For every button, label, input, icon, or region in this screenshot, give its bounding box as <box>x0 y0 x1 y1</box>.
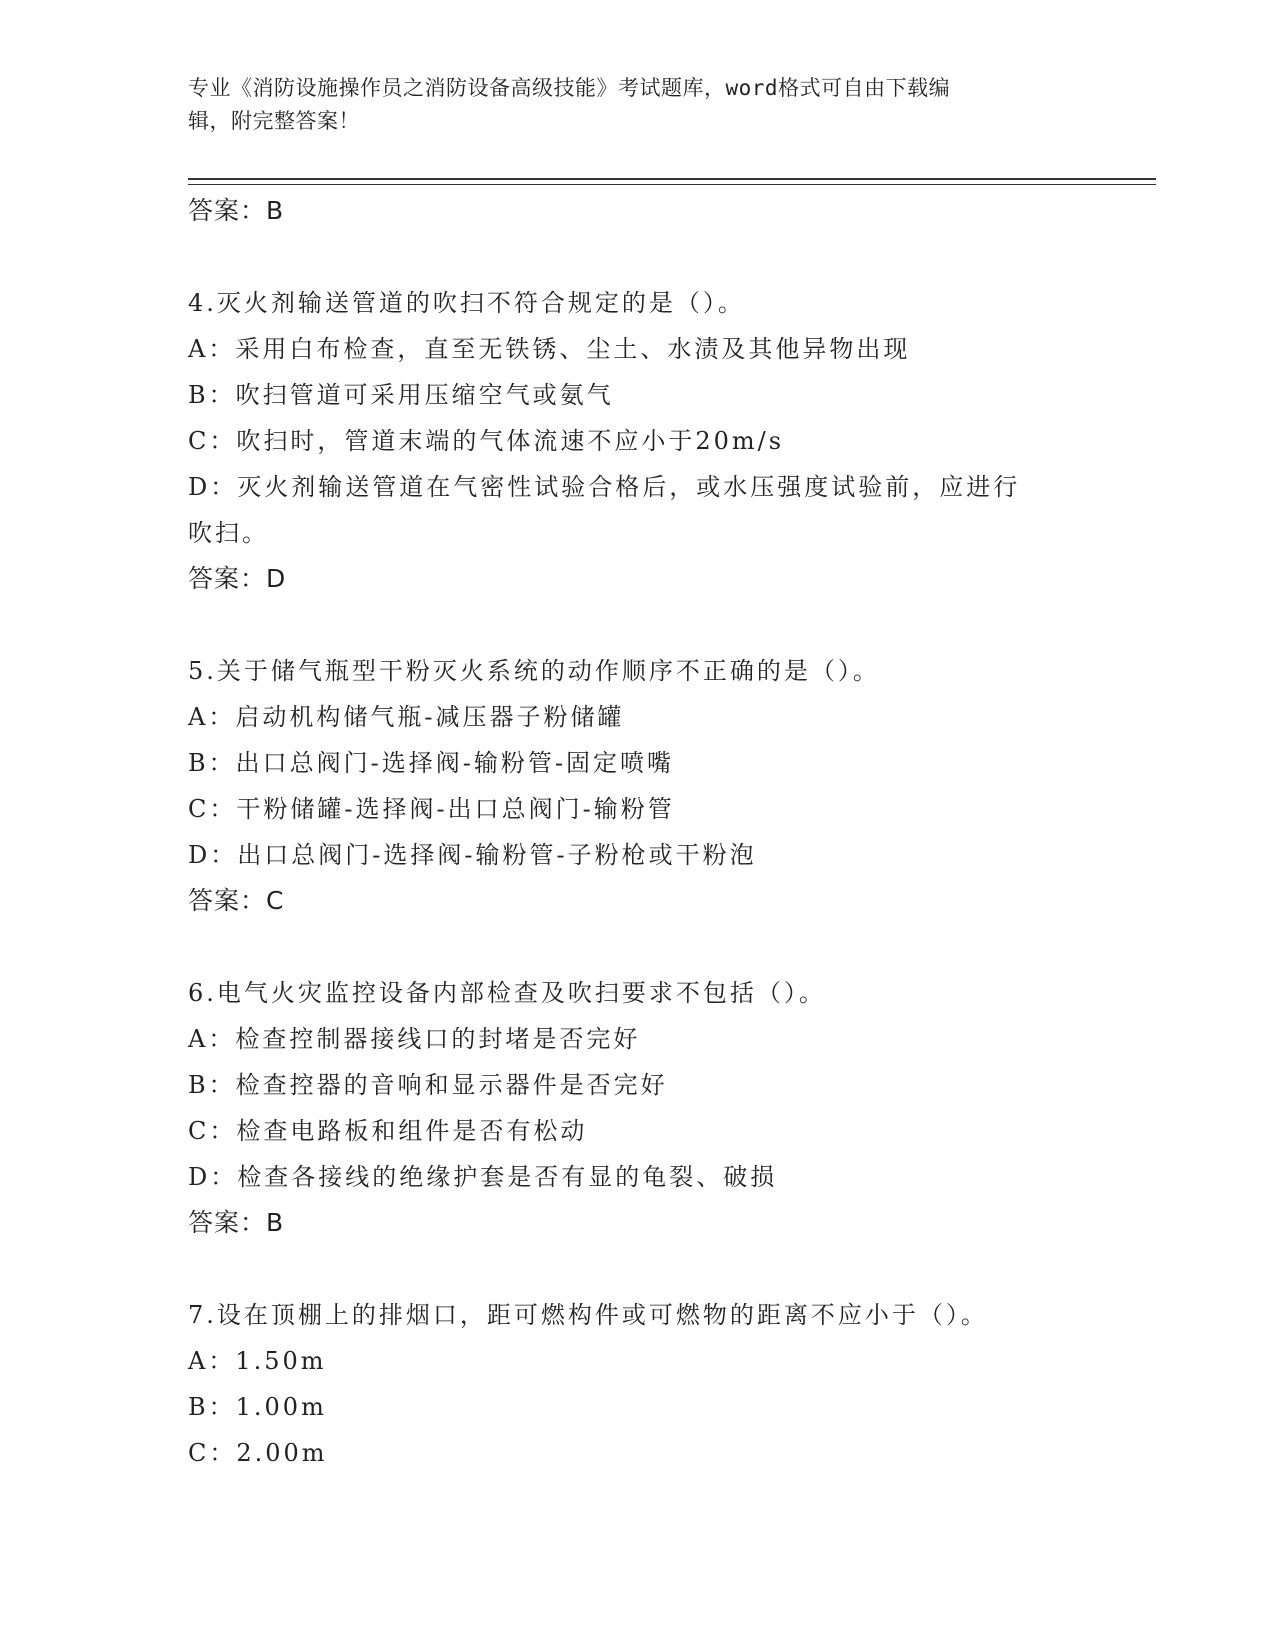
question-stem: 7.设在顶棚上的排烟口，距可燃构件或可燃物的距离不应小于（）。 <box>188 1301 988 1329</box>
document-header <box>188 72 1088 138</box>
question-stem: 6.电气火灾监控设备内部检查及吹扫要求不包括（）。 <box>188 979 826 1007</box>
option-c: C：吹扫时，管道末端的气体流速不应小于20m/s <box>188 427 785 455</box>
answer-q3: 答案：B <box>188 196 285 225</box>
header-divider-thin <box>188 184 1156 185</box>
spacer <box>188 234 1088 280</box>
option-b: B：检查控器的音响和显示器件是否完好 <box>188 1071 668 1099</box>
option-d-continued: 吹扫。 <box>188 519 269 547</box>
spacer <box>188 1246 1088 1292</box>
question-block-7 <box>188 1292 1088 1476</box>
option-c: C：干粉储罐-选择阀-出口总阀门-输粉管 <box>188 795 675 823</box>
question-stem: 4.灭火剂输送管道的吹扫不符合规定的是（）。 <box>188 289 745 317</box>
option-c: C：2.00m <box>188 1439 328 1467</box>
option-b: B：出口总阀门-选择阀-输粉管-固定喷嘴 <box>188 749 674 777</box>
option-a: A：采用白布检查，直至无铁锈、尘土、水渍及其他异物出现 <box>188 335 911 363</box>
option-d: D：灭火剂输送管道在气密性试验合格后，或水压强度试验前，应进行 <box>188 473 1021 501</box>
option-a: A：启动机构储气瓶-减压器子粉储罐 <box>188 703 625 731</box>
spacer <box>188 602 1088 648</box>
option-b: B：1.00m <box>188 1393 327 1421</box>
question-block-6 <box>188 970 1088 1246</box>
option-d: D：检查各接线的绝缘护套是否有显的龟裂、破损 <box>188 1163 778 1191</box>
header-divider-thick <box>188 178 1156 180</box>
header-line-2: 辑，附完整答案！ <box>188 109 360 133</box>
header-line-1: 专业《消防设施操作员之消防设备高级技能》考试题库，word格式可自由下载编 <box>188 76 951 100</box>
question-block-5 <box>188 648 1088 924</box>
question-stem: 5.关于储气瓶型干粉灭火系统的动作顺序不正确的是（）。 <box>188 657 880 685</box>
spacer <box>188 924 1088 970</box>
option-d: D：出口总阀门-选择阀-输粉管-子粉枪或干粉泡 <box>188 841 757 869</box>
question-block-4 <box>188 280 1088 602</box>
option-a: A：检查控制器接线口的封堵是否完好 <box>188 1025 641 1053</box>
answer-q4: 答案：D <box>188 564 287 593</box>
option-c: C：检查电路板和组件是否有松动 <box>188 1117 588 1145</box>
option-b: B：吹扫管道可采用压缩空气或氨气 <box>188 381 614 409</box>
answer-q6: 答案：B <box>188 1208 285 1237</box>
answer-q5: 答案：C <box>188 886 285 915</box>
option-a: A：1.50m <box>188 1347 327 1375</box>
question-content <box>188 188 1088 1476</box>
